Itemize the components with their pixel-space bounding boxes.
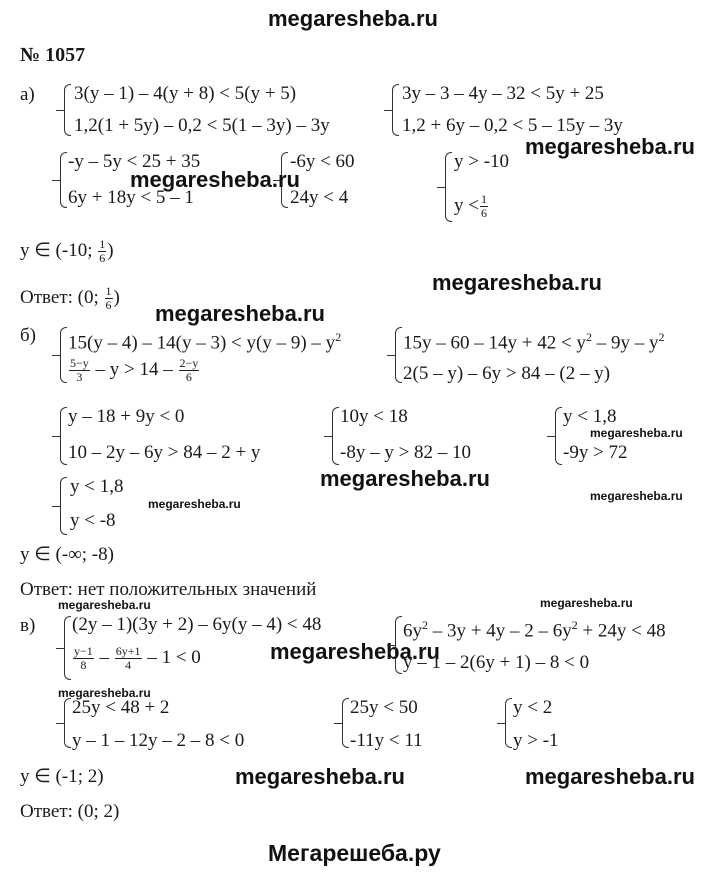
watermark: megaresheba.ru xyxy=(432,270,602,295)
watermark: megaresheba.ru xyxy=(235,764,405,789)
watermark: megaresheba.ru xyxy=(130,167,300,192)
a-sys2-line2: 1,2 + 6y – 0,2 < 5 – 15y – 3y xyxy=(402,115,623,136)
b-sys5-line1: y < 1,8 xyxy=(563,406,617,427)
fraction: $\frac{2-y}{6}$ xyxy=(179,356,199,384)
a-sys5-line2: y < $\frac{1}{6}$ xyxy=(454,192,487,220)
v-sys3-line1: 25y < 48 + 2 xyxy=(72,697,170,718)
a-sys4-line1: -6y < 60 xyxy=(290,151,355,172)
brace xyxy=(505,698,512,748)
brace xyxy=(395,327,402,383)
a-sys1-line1: 3(y – 1) – 4(y + 8) < 5(y + 5) xyxy=(74,83,297,104)
v-sys4-line1: 25y < 50 xyxy=(350,697,418,718)
a-sys4-line2: 24y < 4 xyxy=(290,187,349,208)
part-a-label: а) xyxy=(20,84,35,105)
v-sys2-line2: y – 1 – 2(6y + 1) – 8 < 0 xyxy=(403,652,590,673)
task-number: № 1057 xyxy=(20,44,86,66)
fraction: $\frac{y-1}{8}$ xyxy=(74,644,93,672)
v-sys5-line2: y > -1 xyxy=(513,730,559,751)
b-sys4-line2: -8y – y > 82 – 10 xyxy=(340,442,472,463)
b-sys2-line1: $15y - 60 - 14y + 42 < y^2 - 9y - y^2$ xyxy=(403,330,665,354)
watermark: megaresheba.ru xyxy=(155,301,325,326)
fraction: $\frac{1}{6}$ xyxy=(480,192,487,220)
v-sys4-line2: -11y < 11 xyxy=(350,730,423,751)
watermark: megaresheba.ru xyxy=(58,598,151,612)
brace xyxy=(64,84,71,136)
v-solution-set: y ∈ (-1; 2) xyxy=(20,766,104,787)
b-sys4-line1: 10y < 18 xyxy=(340,406,408,427)
brace xyxy=(395,616,402,674)
watermark: megaresheba.ru xyxy=(525,764,695,789)
a-sys3-line1: -y – 5y < 25 + 35 xyxy=(68,151,201,172)
watermark: megaresheba.ru xyxy=(525,134,695,159)
b-sys3-line1: y – 18 + 9y < 0 xyxy=(68,406,185,427)
b-sys1-line2: $\frac{5-y}{3}$ – y > 14 – $\frac{2-y}{6}$ xyxy=(70,356,199,384)
b-answer: Ответ: нет положительных значений xyxy=(20,579,317,600)
a-answer: Ответ: (0; $\frac{1}{6}$ ) xyxy=(20,284,120,312)
v-sys2-line1: $6y^2 - 3y + 4y - 2 - 6y^2 + 24y < 48$ xyxy=(403,618,666,642)
brace xyxy=(60,477,67,535)
v-sys3-line2: y – 1 – 12y – 2 – 8 < 0 xyxy=(72,730,245,751)
brace xyxy=(392,84,399,136)
brace xyxy=(445,152,452,222)
watermark: megaresheba.ru xyxy=(590,489,683,503)
site-header: megaresheba.ru xyxy=(268,6,438,31)
part-v-label: в) xyxy=(20,615,36,636)
fraction: $\frac{6y+1}{4}$ xyxy=(115,644,141,672)
watermark: megaresheba.ru xyxy=(270,639,440,664)
fraction: $\frac{1}{6}$ xyxy=(105,284,112,312)
b-sys5-line2: -9y > 72 xyxy=(563,442,628,463)
v-sys1-line1: (2y – 1)(3y + 2) – 6y(y – 4) < 48 xyxy=(72,614,322,635)
a-sys3-line2: 6y + 18y < 5 – 1 xyxy=(68,187,194,208)
brace xyxy=(332,407,339,465)
watermark: megaresheba.ru xyxy=(58,686,151,700)
a-sys5-line1: y > -10 xyxy=(454,151,510,172)
brace xyxy=(64,616,71,680)
brace xyxy=(555,407,562,465)
b-sys1-line1: $15(y - 4) - 14(y - 3) < y(y - 9) - y^2$ xyxy=(68,330,342,354)
part-b-label: б) xyxy=(20,325,36,346)
b-sys6-line2: y < -8 xyxy=(70,510,116,531)
brace xyxy=(60,327,67,383)
watermark: megaresheba.ru xyxy=(320,466,490,491)
b-solution-set: y ∈ (-∞; -8) xyxy=(20,544,114,565)
a-sys2-line1: 3y – 3 – 4y – 32 < 5y + 25 xyxy=(402,83,604,104)
b-sys6-line1: y < 1,8 xyxy=(70,476,124,497)
fraction: $\frac{5-y}{3}$ xyxy=(70,356,89,384)
b-sys2-line2: 2(5 – y) – 6y > 84 – (2 – y) xyxy=(403,363,611,384)
watermark: megaresheba.ru xyxy=(148,497,241,511)
a-solution-set: y ∈ (-10; $\frac{1}{6}$ ) xyxy=(20,237,114,265)
b-sys3-line2: 10 – 2y – 6y > 84 – 2 + y xyxy=(68,442,261,463)
watermark: megaresheba.ru xyxy=(590,426,683,440)
site-footer: Мегарешеба.ру xyxy=(268,840,441,866)
brace xyxy=(60,152,67,208)
fraction: $\frac{1}{6}$ xyxy=(99,237,106,265)
brace xyxy=(60,407,67,465)
brace xyxy=(342,698,349,748)
v-sys1-line2: $\frac{y-1}{8}$ – $\frac{6y+1}{4}$ – 1 < 0 xyxy=(74,644,201,672)
v-sys5-line1: y < 2 xyxy=(513,697,553,718)
watermark: megaresheba.ru xyxy=(540,596,633,610)
brace xyxy=(64,698,71,748)
a-sys1-line2: 1,2(1 + 5y) – 0,2 < 5(1 – 3y) – 3y xyxy=(74,115,330,136)
v-answer: Ответ: (0; 2) xyxy=(20,801,120,822)
